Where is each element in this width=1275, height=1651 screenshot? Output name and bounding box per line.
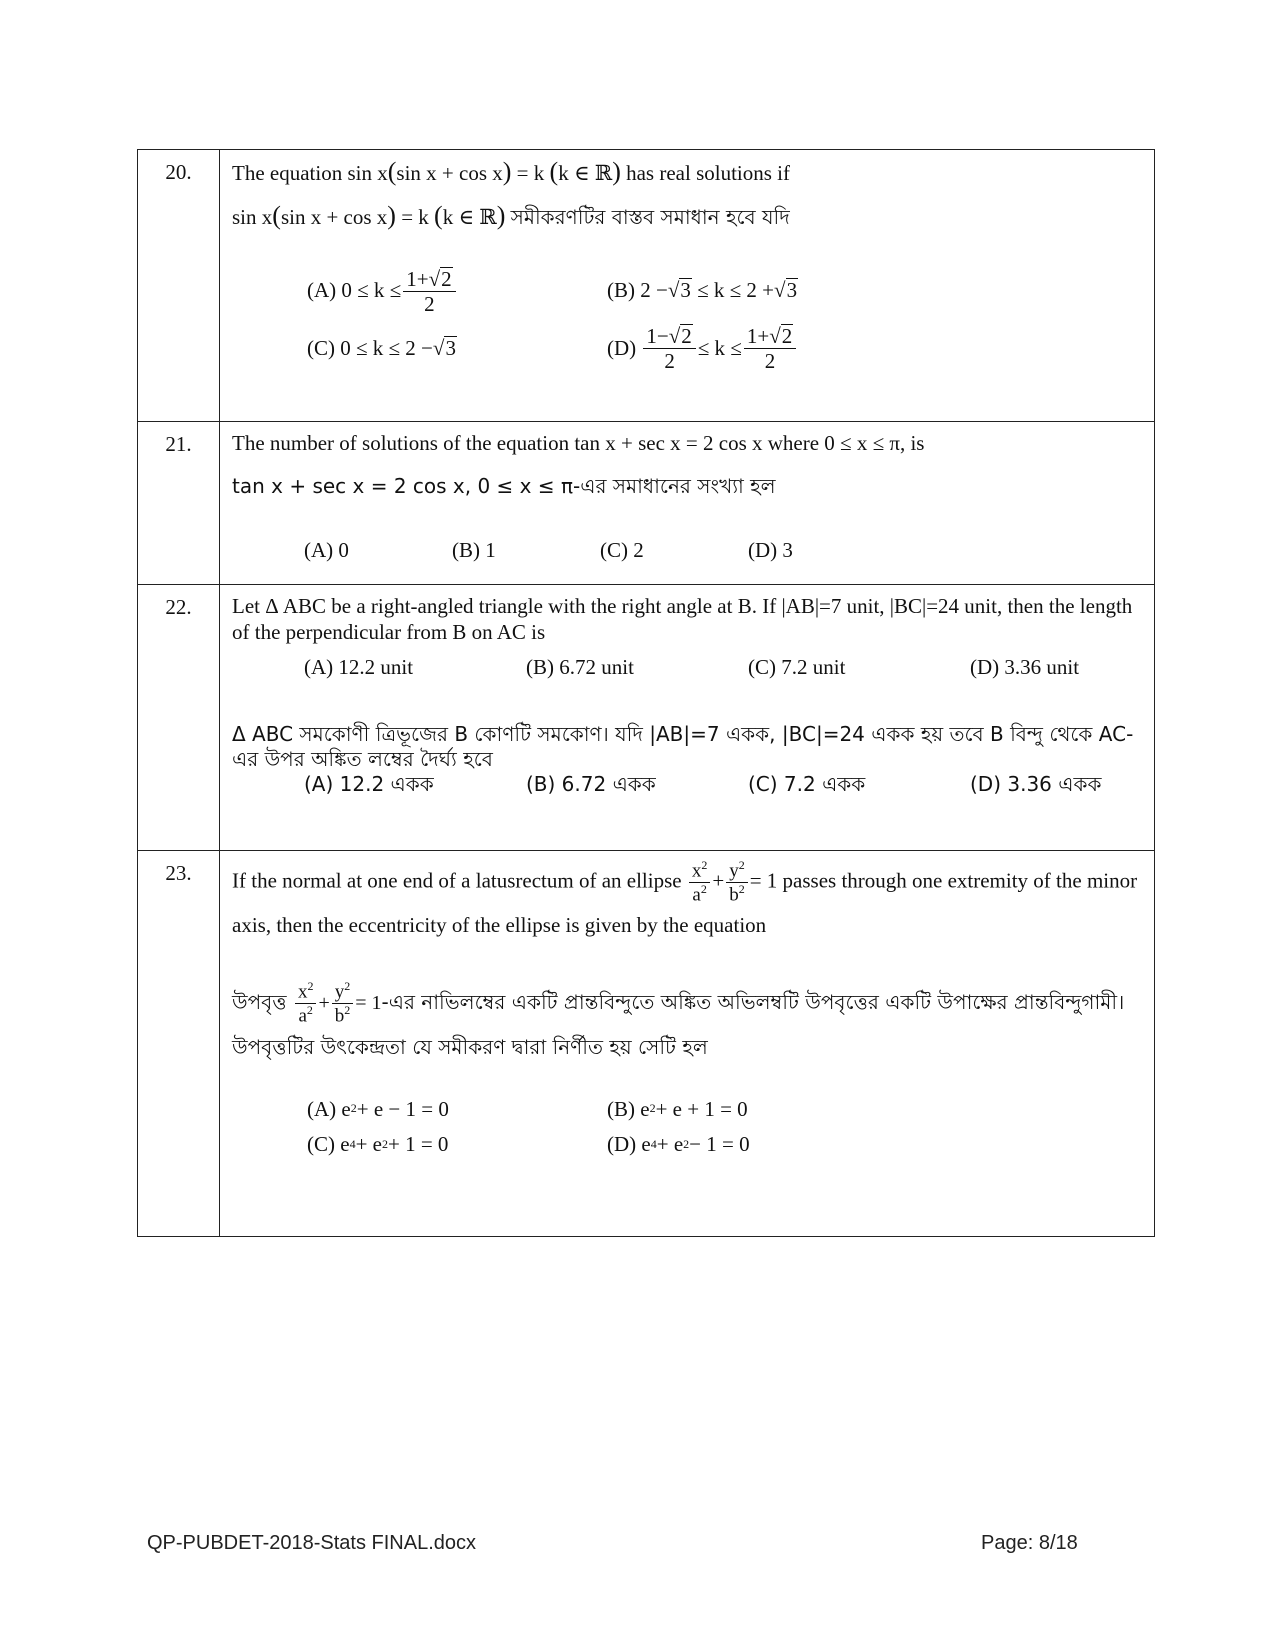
question-22 [138,585,1155,851]
question-21 [138,422,1155,585]
question-text-bn: Δ ABC সমকোণী ত্রিভূজের B কোণটি সমকোণ। যদি |AB|=7 একক, |BC|=24 একক হয় তবে B বিন্দু থেকে AC-এর উপর অঙ্কিত লম্বের দৈর্ঘ্য হবে [232,721,1134,771]
option-b: (B) e 2 + e + 1 = 0 [607,1096,748,1121]
option-b: (B) 6.72 একক [526,771,656,796]
option-c: (C) 2 [600,538,644,563]
options-bn [304,772,1142,797]
question-23 [138,851,1155,1237]
questions-table [137,149,1155,1237]
options [307,263,1142,378]
option-a: (A) 12.2 unit [304,654,414,679]
question-text-bn: sin x(sin x + cos x) = k (k ∈ ℝ) সমীকরণটির বাস্তব সমাধান হবে যদি [232,201,790,231]
option-a: (A) 0 ≤ k ≤ $\frac{1+√2}{2}$ [307,263,607,320]
question-text-bn: tan x + sec x = 2 cos x, 0 ≤ x ≤ π-এর সমাধানের সংখ্যা হল [232,474,776,499]
option-d: (D) 3 [748,538,793,563]
option-d: (D) 3.36 একক [970,771,1102,796]
question-number: 21. [138,422,220,585]
question-body [220,150,1155,422]
option-b: (B) 1 [452,538,496,563]
footer-page-number: Page: 8/18 [981,1532,1078,1554]
option-c: (C) 7.2 unit [748,654,846,679]
question-text-bn: উপবৃত্ত $\frac{x^2}{a^2}$ + $\frac{y^2}{b^2}$ = 1-এর নাভিলম্বের একটি প্রান্তবিন্দুতে অঙ্কিত অভিলম্বটি উপবৃত্তের একটি উপাক্ষের প্রান্তবিন্দুগামী। উপবৃত্তটির উৎকেন্দ্রতা যে সমীকরণ দ্বারা নির্ণীত হয় সেটি হল [232,979,1125,1059]
question-number: 20. [138,150,220,422]
option-b: (B) 6.72 unit [526,654,634,679]
option-c: (C) 7.2 একক [748,771,866,796]
equation: sin x(sin x + cos x) = k (k ∈ ℝ) [347,157,621,186]
option-a: (A) e 2 + e − 1 = 0 [307,1096,449,1121]
question-20 [138,150,1155,422]
equation: $\frac{x^2}{a^2}$ [295,980,317,1027]
footer-filename: QP-PUBDET-2018-Stats FINAL.docx [147,1532,477,1554]
question-text-en: The equation sin x(sin x + cos x) = k (k ∈ ℝ) has real solutions if [232,157,790,186]
option-a: (A) 12.2 একক [304,771,434,796]
equation: $\frac{x^2}{a^2}$ [689,859,711,906]
option-d: (D) 3.36 unit [970,654,1080,679]
option-c: (C) e 4 + e 2 + 1 = 0 [307,1131,449,1156]
question-text-en: Let Δ ABC be a right-angled triangle with the right angle at B. If |AB|=7 unit, |BC|=24 unit, then the length of the perpendicular from B on AC is [232,594,1133,645]
equation: sin x(sin x + cos x) = k (k ∈ ℝ) [232,201,506,231]
option-b: (B) 2 − √3 ≤ k ≤ 2 + √3 [607,278,798,303]
question-body [220,422,1155,585]
question-text-en: The number of solutions of the equation tan x + sec x = 2 cos x where 0 ≤ x ≤ π, is [232,431,925,455]
options-en [304,654,1142,680]
question-body [220,851,1155,1237]
question-body [220,585,1155,851]
question-number: 23. [138,851,220,1237]
option-d: (D) e 4 + e 2 − 1 = 0 [607,1131,750,1156]
question-text-en: If the normal at one end of a latusrectum of an ellipse $\frac{x^2}{a^2}$ + $\frac{y^2}{b^2}$ = 1 passes through one extremity of the minor axis, then the eccentricity of the ellipse is given by the equation [232,858,1138,938]
options [307,1092,1142,1163]
question-number: 22. [138,585,220,851]
option-a: (A) 0 [304,538,349,563]
option-d: (D) $\frac{1-√2}{2}$ ≤ k ≤ $\frac{1+√2}{2}$ [607,320,907,377]
options [304,537,1142,563]
option-c: (C) 0 ≤ k ≤ 2 − √3 [307,335,456,360]
